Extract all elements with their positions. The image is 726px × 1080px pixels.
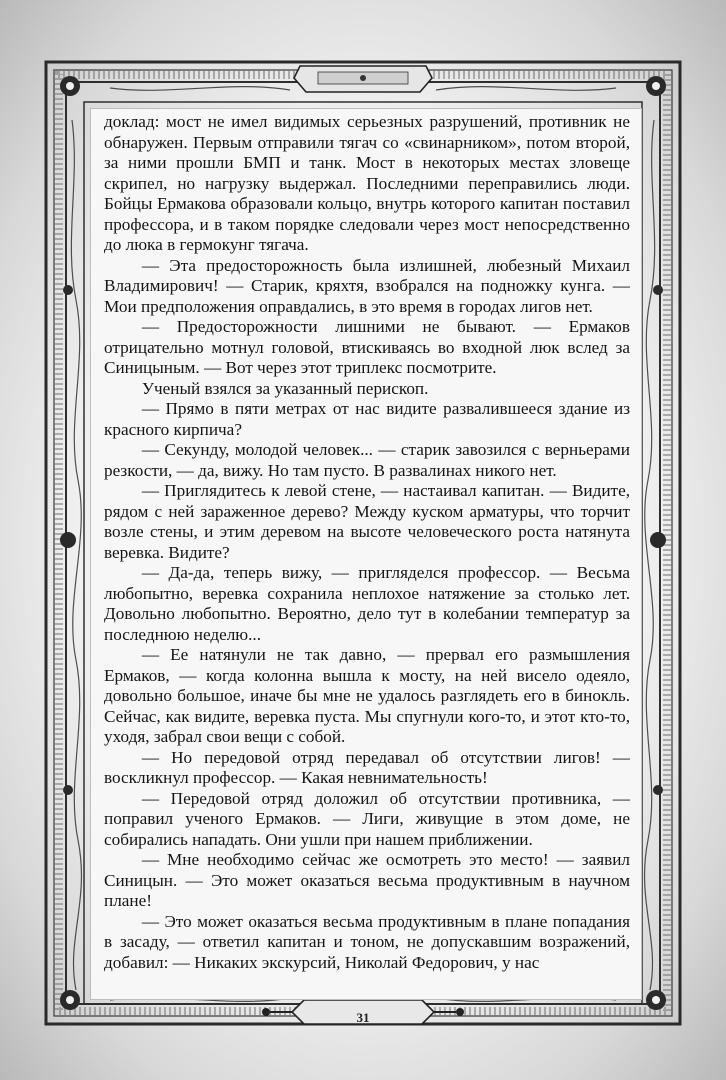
paragraph: — Мне необходимо сейчас же осмотреть это место! — заявил Синицын. — Это может оказаться весьма продуктивным в научном плане! <box>104 850 630 910</box>
paragraph: Ученый взялся за указанный перископ. <box>141 378 429 398</box>
page-number: 31 <box>356 1010 370 1025</box>
paragraph: — Секунду, молодой человек... — старик завозился с верньерами резкости, — да, вижу. Но там пусто. В развалинах никого нет. <box>104 440 630 480</box>
paragraph: — Ее натянули не так давно, — прервал его размышления Ермаков, — когда колонна вышла к мосту, на ней висело одеяло, довольно большое, иначе бы мне не удалось разглядеть его в бинокль. Сейчас, как видите, веревка пуста. Мы спугнули кого-то, и этот кто-то, уходя, забрал свои вещи с собой. <box>104 645 630 746</box>
paragraph: — Приглядитесь к левой стене, — настаивал капитан. — Видите, рядом с ней зараженное дерево? Между куском арматуры, что торчит возле стены, и этим деревом на высоте человеческого роста натянута веревка. Видите? <box>104 481 630 562</box>
paragraph: — Прямо в пяти метрах от нас видите развалившееся здание из красного кирпича? <box>104 399 630 439</box>
paragraph: — Это может оказаться весьма продуктивным в плане попадания в засаду, — ответил капитан и тоном, не допускавшим возражений, добавил: — Никаких экскурсий, Николай Федорович, у нас <box>104 911 630 972</box>
paragraph: — Но передовой отряд передавал об отсутствии лигов! — воскликнул профессор. — Какая невнимательность! <box>104 747 630 787</box>
paragraph: — Да-да, теперь вижу, — пригляделся профессор. — Весьма любопытно, веревка сохранила неплохое натяжение за столько лет. Довольно любопытно. Вероятно, дело тут в колебании температур за последнюю неделю... <box>104 563 630 644</box>
body-text <box>104 112 630 973</box>
paragraph: — Передовой отряд доложил об отсутствии противника, — поправил ученого Ермаков. — Лиги, живущие в этом доме, не собирались нападать. Они ушли при нашем приближении. <box>104 788 630 849</box>
paragraph: — Предосторожности лишними не бывают. — Ермаков отрицательно мотнул головой, втискиваясь во входной люк вслед за Синицыным. — Вот через этот триплекс посмотрите. <box>104 317 630 377</box>
paragraph: — Эта предосторожность была излишней, любезный Михаил Владимирович! — Старик, кряхтя, взобрался на подножку кунга. — Мои предположения оправдались, в это время в городах лигов нет. <box>104 255 630 316</box>
paragraph: доклад: мост не имел видимых серьезных разрушений, противник не обнаружен. Первым отправили тягач со «свинарником», потом второй, за ними прошли БМП и танк. Мост в некоторых местах зловеще скрипел, но нагрузку выдержал. Последними переправились люди. Бойцы Ермакова образовали кольцо, внутрь которого капитан поставил профессора, и в таком порядке следовали через мост непосредственно до люка в гермокунг тягача. <box>104 112 630 254</box>
